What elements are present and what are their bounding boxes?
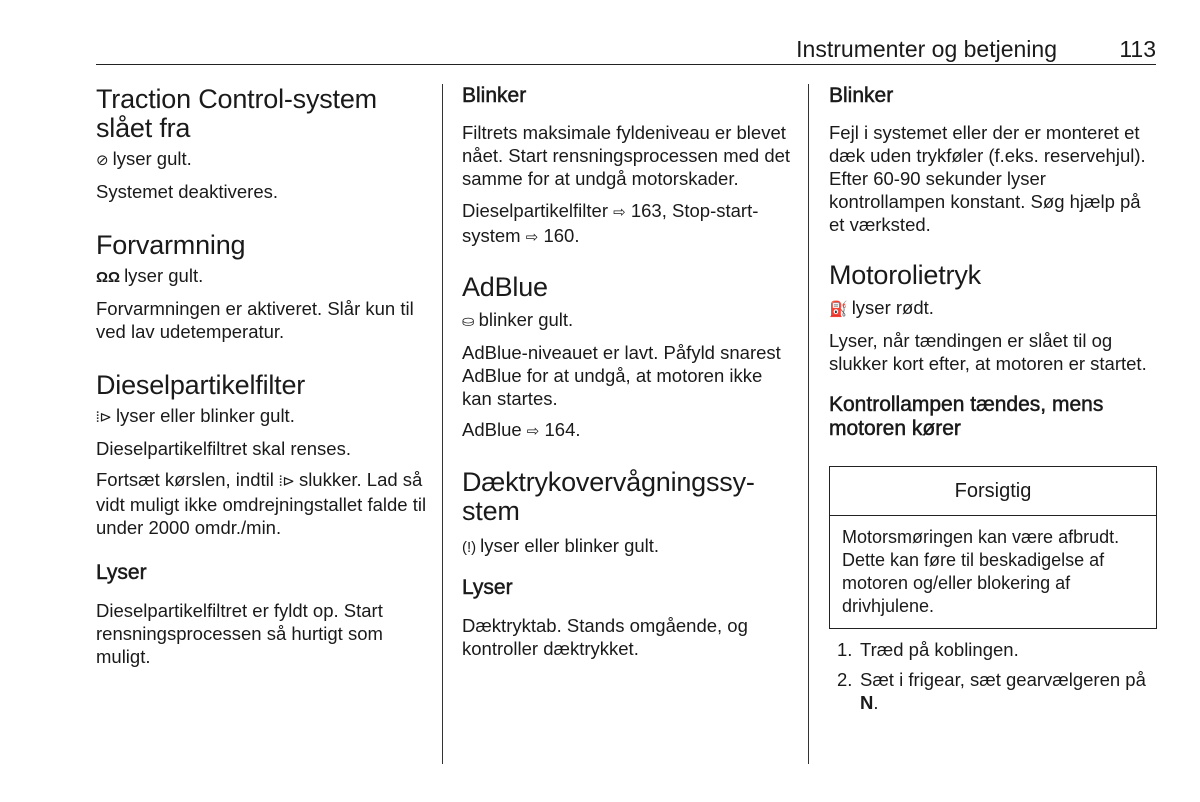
paragraph: Dieselpartikelfiltret er fyldt op. Start rensningsprocessen så hurtigt som muligt. <box>96 600 383 667</box>
sub-heading: Lyser <box>462 576 513 599</box>
column-2 <box>462 82 792 660</box>
indicator-line: ⛽ lyser rødt. <box>829 296 1159 321</box>
section-heading: Traction Control-system slået fra <box>96 84 377 143</box>
glow-plug-icon: ΩΩ <box>96 269 121 286</box>
page-reference-arrow-icon: ⇨ <box>525 229 539 246</box>
page-header <box>96 34 1156 65</box>
sub-heading: Blinker <box>462 84 527 107</box>
paragraph: Filtrets maksimale fyldeniveau er blevet nået. Start rensningsprocessen med det samme for at undgå motorskader. <box>462 122 791 189</box>
paragraph: Dieselpartikelfiltret skal renses. <box>96 438 351 459</box>
adblue-icon: ⛀ <box>462 313 475 330</box>
step-list <box>829 638 1159 714</box>
indicator-line: (!) lyser eller blinker gult. <box>462 534 792 559</box>
column-divider <box>808 84 809 764</box>
diesel-particulate-filter-icon: ⦙⊳ <box>96 409 112 426</box>
section-heading: AdBlue <box>462 272 548 302</box>
indicator-line: ΩΩ lyser gult. <box>96 264 428 289</box>
caution-text: Motorsmøringen kan være afbrudt. Dette kan føre til beskadigelse af motoren og/eller blokering af drivhjulene. <box>842 527 1120 616</box>
list-item: 1. Træd på koblingen. <box>837 639 1019 660</box>
tire-pressure-icon: (!) <box>462 539 477 556</box>
section-heading: Dæktrykovervågningssy- stem <box>462 467 755 526</box>
section-heading: Motorolietryk <box>829 260 981 290</box>
traction-control-off-icon: ⊘ <box>96 152 109 169</box>
indicator-line: ⛀ blinker gult. <box>462 308 792 333</box>
sub-heading: Kontrollampen tændes, mens motoren kører <box>829 393 1104 440</box>
section-heading: Dieselpartikelfilter <box>96 370 306 400</box>
paragraph: Fortsæt kørslen, indtil ⦙⊳ slukker. Lad så vidt muligt ikke omdrejningstallet falde til under 2000 omdr./min. <box>96 469 427 538</box>
list-item: 2. Sæt i frigear, sæt gearvælgeren på N. <box>837 669 1146 713</box>
indicator-line: ⦙⊳ lyser eller blinker gult. <box>96 404 428 429</box>
page-reference-arrow-icon: ⇨ <box>526 423 540 440</box>
paragraph: Forvarmningen er aktiveret. Slår kun til ved lav udetemperatur. <box>96 298 414 342</box>
cross-reference: Dieselpartikelfilter ⇨ 163, Stop-start-system ⇨ 160. <box>462 200 759 246</box>
column-divider <box>442 84 443 764</box>
column-1 <box>96 82 428 668</box>
sub-heading: Blinker <box>829 84 894 107</box>
oil-can-icon: ⛽ <box>829 301 848 318</box>
page-reference-arrow-icon: ⇨ <box>613 204 626 221</box>
paragraph: Systemet deaktiveres. <box>96 181 278 202</box>
diesel-particulate-filter-icon: ⦙⊳ <box>279 473 295 490</box>
chapter-title: Instrumenter og betjening <box>796 36 1057 62</box>
paragraph: Fejl i systemet eller der er monteret et dæk uden trykføler (f.eks. reservehjul). Efter 60-90 sekunder lyser kontrollampen konstant. Søg hjælp på et værksted. <box>829 122 1146 235</box>
paragraph: Lyser, når tændingen er slået til og slukker kort efter, at motoren er startet. <box>829 330 1147 374</box>
caution-title: Forsigtig <box>830 467 1156 516</box>
indicator-line: ⊘ lyser gult. <box>96 147 428 172</box>
column-3 <box>829 82 1159 441</box>
sub-heading: Lyser <box>96 561 147 584</box>
section-heading: Forvarmning <box>96 230 246 260</box>
caution-box <box>829 466 1157 629</box>
steps <box>829 638 1159 714</box>
cross-reference: AdBlue ⇨ 164. <box>462 419 581 440</box>
paragraph: Dæktryktab. Stands omgående, og kontroller dæktrykket. <box>462 615 748 659</box>
page-number: 113 <box>1119 36 1156 62</box>
paragraph: AdBlue-niveauet er lavt. Påfyld snarest AdBlue for at undgå, at motoren ikke kan startes. <box>462 342 781 409</box>
